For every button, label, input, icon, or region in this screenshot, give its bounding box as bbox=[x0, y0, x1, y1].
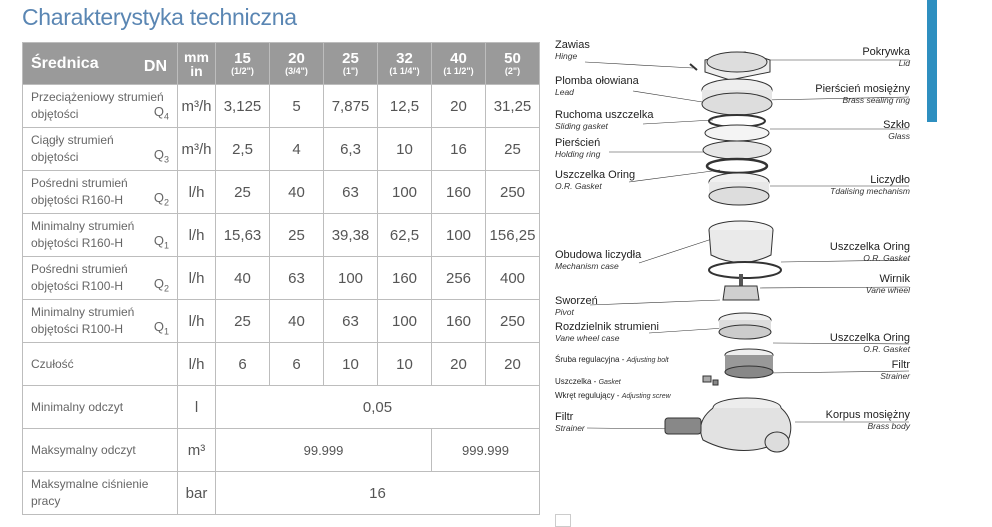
row-label-line1: Minimalny strumień bbox=[31, 305, 135, 320]
table-row bbox=[23, 214, 540, 257]
row-value: 20 bbox=[432, 85, 486, 128]
label-lid bbox=[862, 47, 910, 67]
flow-symbol-letter: Q bbox=[153, 232, 164, 248]
page-title: Charakterystyka techniczna bbox=[22, 4, 297, 30]
row-unit: m³ bbox=[178, 429, 216, 472]
row-value: 16 bbox=[432, 128, 486, 171]
row-value: 40 bbox=[270, 300, 324, 343]
label-pl: Wirnik bbox=[879, 273, 910, 285]
row-value: 999.999 bbox=[432, 429, 540, 472]
header-size-mm: 50 bbox=[504, 50, 521, 67]
row-value: 250 bbox=[486, 300, 540, 343]
row-label-line1: Maksymalne ciśnienie bbox=[31, 477, 149, 492]
label-en: Vane wheel case bbox=[555, 332, 620, 343]
flow-symbol bbox=[154, 232, 169, 252]
row-value: 5 bbox=[270, 85, 324, 128]
label-strainer-right bbox=[880, 360, 910, 380]
row-label-line1: Pośredni strumień bbox=[31, 262, 128, 277]
row-value: 160 bbox=[432, 171, 486, 214]
row-unit: bar bbox=[178, 472, 216, 515]
row-unit: l/h bbox=[178, 214, 216, 257]
label-en: Pivot bbox=[555, 306, 574, 317]
row-value: 40 bbox=[270, 171, 324, 214]
water-meter-diagram bbox=[545, 30, 920, 500]
row-label bbox=[23, 171, 178, 214]
row-value: 12,5 bbox=[378, 85, 432, 128]
table-row bbox=[23, 85, 540, 128]
label-pl: Wkręt regulujący - bbox=[555, 391, 622, 400]
label-adjusting-screw bbox=[555, 392, 671, 400]
label-pl: Uszczelka Oring bbox=[555, 169, 636, 181]
row-value: 100 bbox=[378, 300, 432, 343]
row-unit: l/h bbox=[178, 171, 216, 214]
flow-symbol bbox=[154, 189, 169, 209]
label-pl: Rozdzielnik strumieni bbox=[555, 321, 659, 333]
label-pivot bbox=[555, 296, 598, 316]
accent-bar bbox=[927, 0, 937, 122]
table-row bbox=[23, 171, 540, 214]
label-pl: Uszczelka Oring bbox=[829, 332, 910, 344]
row-label-line1: Pośredni strumień bbox=[31, 176, 128, 191]
header-size-mm: 40 bbox=[450, 50, 467, 67]
flow-symbol-letter: Q bbox=[153, 146, 164, 162]
row-value: 4 bbox=[270, 128, 324, 171]
header-size bbox=[378, 43, 432, 85]
row-value: 10 bbox=[378, 128, 432, 171]
row-value: 63 bbox=[324, 300, 378, 343]
label-adjusting-bolt bbox=[555, 356, 669, 364]
row-value: 160 bbox=[432, 300, 486, 343]
row-value: 25 bbox=[216, 300, 270, 343]
label-oring-right-1 bbox=[830, 242, 910, 262]
table-header-row bbox=[23, 43, 540, 85]
label-en: Brass sealing ring bbox=[842, 94, 910, 105]
flow-symbol-index: 4 bbox=[163, 111, 169, 122]
label-pl: Obudowa liczydła bbox=[555, 249, 642, 261]
label-en: Adjusting screw bbox=[621, 393, 671, 400]
label-strainer-left bbox=[555, 412, 585, 432]
header-size-in: (1 1/2") bbox=[443, 66, 474, 76]
table-row-min-reading bbox=[23, 386, 540, 429]
row-label-line2: objętości R160-H bbox=[31, 193, 124, 207]
flow-symbol bbox=[154, 318, 169, 338]
row-label-line2: objętości bbox=[31, 107, 79, 121]
header-size-in: (2") bbox=[504, 66, 521, 76]
row-label-line1: Minimalny strumień bbox=[31, 219, 135, 234]
label-gasket bbox=[555, 378, 621, 386]
row-value: 10 bbox=[378, 343, 432, 386]
row-label-line1: Ciągły strumień bbox=[31, 133, 114, 148]
row-value: 100 bbox=[432, 214, 486, 257]
header-diameter-label: Średnica bbox=[31, 54, 99, 72]
label-hinge bbox=[555, 40, 590, 60]
row-value: 25 bbox=[216, 171, 270, 214]
label-pl: Filtr bbox=[555, 411, 574, 423]
row-label bbox=[23, 128, 178, 171]
header-unit-mm: mm bbox=[184, 48, 209, 65]
row-value: 25 bbox=[486, 128, 540, 171]
label-pl: Liczydło bbox=[870, 174, 910, 186]
label-glass bbox=[883, 120, 910, 140]
label-pl: Korpus mosiężny bbox=[825, 409, 910, 421]
label-en: Mechanism case bbox=[555, 260, 619, 271]
row-value: 6 bbox=[270, 343, 324, 386]
row-unit: m³/h bbox=[178, 85, 216, 128]
header-size-in: (1/2") bbox=[231, 66, 254, 76]
label-en: Strainer bbox=[880, 370, 910, 381]
flow-symbol-index: 1 bbox=[163, 326, 169, 337]
label-pl: Szkło bbox=[883, 119, 910, 131]
table-row-max-pressure bbox=[23, 472, 540, 515]
header-size bbox=[486, 43, 540, 85]
header-size-mm: 32 bbox=[396, 50, 413, 67]
label-mechanism-case bbox=[555, 250, 641, 270]
label-oring-right-2 bbox=[830, 333, 910, 353]
header-size-mm: 25 bbox=[342, 50, 359, 67]
row-label-line2: objętości R100-H bbox=[31, 279, 124, 293]
row-value: 100 bbox=[324, 257, 378, 300]
row-unit: l/h bbox=[178, 300, 216, 343]
row-value: 40 bbox=[216, 257, 270, 300]
row-value: 3,125 bbox=[216, 85, 270, 128]
row-value: 7,875 bbox=[324, 85, 378, 128]
row-label bbox=[23, 472, 178, 515]
label-brass-ring bbox=[815, 84, 910, 104]
flow-symbol-letter: Q bbox=[153, 103, 164, 119]
row-value: 15,63 bbox=[216, 214, 270, 257]
row-label bbox=[23, 85, 178, 128]
flow-symbol-index: 2 bbox=[163, 197, 169, 208]
row-label-line2: pracy bbox=[31, 494, 61, 508]
label-en: Tdalising mechanism bbox=[830, 185, 910, 196]
row-label: Minimalny odczyt bbox=[23, 386, 178, 429]
label-pl: Ruchoma uszczelka bbox=[555, 109, 654, 121]
label-pl: Filtr bbox=[891, 359, 910, 371]
row-value: 6,3 bbox=[324, 128, 378, 171]
label-en: Lid bbox=[898, 57, 910, 68]
row-label: Maksymalny odczyt bbox=[23, 429, 178, 472]
label-en: Hinge bbox=[555, 50, 578, 61]
table-row bbox=[23, 343, 540, 386]
label-pl: Pierścień bbox=[555, 137, 601, 149]
row-value: 2,5 bbox=[216, 128, 270, 171]
row-value: 6 bbox=[216, 343, 270, 386]
label-pl: Zawias bbox=[555, 39, 590, 51]
row-value: 20 bbox=[486, 343, 540, 386]
flow-symbol-letter: Q bbox=[153, 189, 164, 205]
flow-symbol-index: 1 bbox=[163, 240, 169, 251]
header-size bbox=[270, 43, 324, 85]
label-en: Sliding gasket bbox=[555, 120, 608, 131]
label-en: O.R. Gasket bbox=[555, 180, 602, 191]
header-size-mm: 20 bbox=[288, 50, 305, 67]
flow-symbol bbox=[154, 103, 169, 123]
row-value: 63 bbox=[270, 257, 324, 300]
row-label bbox=[23, 300, 178, 343]
row-unit: l/h bbox=[178, 257, 216, 300]
row-value: 156,25 bbox=[486, 214, 540, 257]
label-lead bbox=[555, 76, 639, 96]
label-pl: Pokrywka bbox=[862, 46, 910, 58]
row-value: 25 bbox=[270, 214, 324, 257]
label-sliding-gasket bbox=[555, 110, 653, 130]
label-en: Gasket bbox=[598, 379, 621, 386]
header-size bbox=[324, 43, 378, 85]
label-vane-wheel bbox=[866, 274, 910, 294]
row-label bbox=[23, 257, 178, 300]
row-unit: l/h bbox=[178, 343, 216, 386]
flow-symbol bbox=[154, 275, 169, 295]
label-pl: Plomba ołowiana bbox=[555, 75, 639, 87]
thumbnail-box bbox=[555, 514, 571, 527]
flow-symbol bbox=[154, 146, 169, 166]
row-value: 160 bbox=[378, 257, 432, 300]
label-holding-ring bbox=[555, 138, 600, 158]
label-en: Vane wheel bbox=[865, 284, 910, 295]
row-value: 31,25 bbox=[486, 85, 540, 128]
header-size-in: (1") bbox=[342, 66, 359, 76]
row-value: 99.999 bbox=[216, 429, 432, 472]
label-pl: Uszczelka - bbox=[555, 377, 599, 386]
table-row bbox=[23, 128, 540, 171]
row-value: 10 bbox=[324, 343, 378, 386]
row-value: 62,5 bbox=[378, 214, 432, 257]
header-diameter bbox=[23, 43, 178, 85]
row-value: 39,38 bbox=[324, 214, 378, 257]
row-value: 0,05 bbox=[216, 386, 540, 429]
row-label-line2: objętości R160-H bbox=[31, 236, 124, 250]
header-size bbox=[216, 43, 270, 85]
label-en: Glass bbox=[888, 130, 910, 141]
label-en: O.R. Gasket bbox=[863, 252, 910, 263]
header-size-in: (1 1/4") bbox=[389, 66, 420, 76]
header-unit bbox=[178, 43, 216, 85]
row-label-line1: Przeciążeniowy strumień bbox=[31, 90, 164, 105]
label-en: Strainer bbox=[555, 422, 585, 433]
label-pl: Pierścień mosiężny bbox=[815, 83, 910, 95]
label-en: Brass body bbox=[867, 420, 910, 431]
header-size-mm: 15 bbox=[234, 50, 251, 67]
row-unit: m³/h bbox=[178, 128, 216, 171]
row-value: 20 bbox=[432, 343, 486, 386]
header-size-in: (3/4") bbox=[285, 66, 308, 76]
flow-symbol-index: 2 bbox=[163, 283, 169, 294]
row-label-line2: objętości R100-H bbox=[31, 322, 124, 336]
header-dn: DN bbox=[143, 58, 167, 75]
row-value: 400 bbox=[486, 257, 540, 300]
label-pl: Sworzeń bbox=[555, 295, 598, 307]
label-vane-wheel-case bbox=[555, 322, 659, 342]
row-value: 63 bbox=[324, 171, 378, 214]
flow-symbol-index: 3 bbox=[163, 154, 169, 165]
label-pl: Śruba regulacyjna - bbox=[555, 355, 627, 364]
label-brass-body bbox=[826, 410, 910, 430]
row-value: 250 bbox=[486, 171, 540, 214]
row-label bbox=[23, 343, 178, 386]
row-label-line2: objętości bbox=[31, 150, 79, 164]
label-pl: Uszczelka Oring bbox=[829, 241, 910, 253]
label-oring-left bbox=[555, 170, 635, 190]
label-en: O.R. Gasket bbox=[863, 343, 910, 354]
spec-table bbox=[22, 42, 540, 515]
row-label-line1: Czułość bbox=[31, 356, 74, 371]
table-row-max-reading bbox=[23, 429, 540, 472]
flow-symbol-letter: Q bbox=[153, 318, 164, 334]
label-totaliser bbox=[830, 175, 910, 195]
row-value: 100 bbox=[378, 171, 432, 214]
label-en: Lead bbox=[555, 86, 574, 97]
table-row bbox=[23, 300, 540, 343]
table-row bbox=[23, 257, 540, 300]
label-en: Holding ring bbox=[555, 148, 601, 159]
row-value: 256 bbox=[432, 257, 486, 300]
header-size bbox=[432, 43, 486, 85]
row-value: 16 bbox=[216, 472, 540, 515]
header-unit-in: in bbox=[190, 62, 203, 79]
row-unit: l bbox=[178, 386, 216, 429]
row-label bbox=[23, 214, 178, 257]
label-en: Adjusting bolt bbox=[626, 357, 669, 364]
flow-symbol-letter: Q bbox=[153, 275, 164, 291]
